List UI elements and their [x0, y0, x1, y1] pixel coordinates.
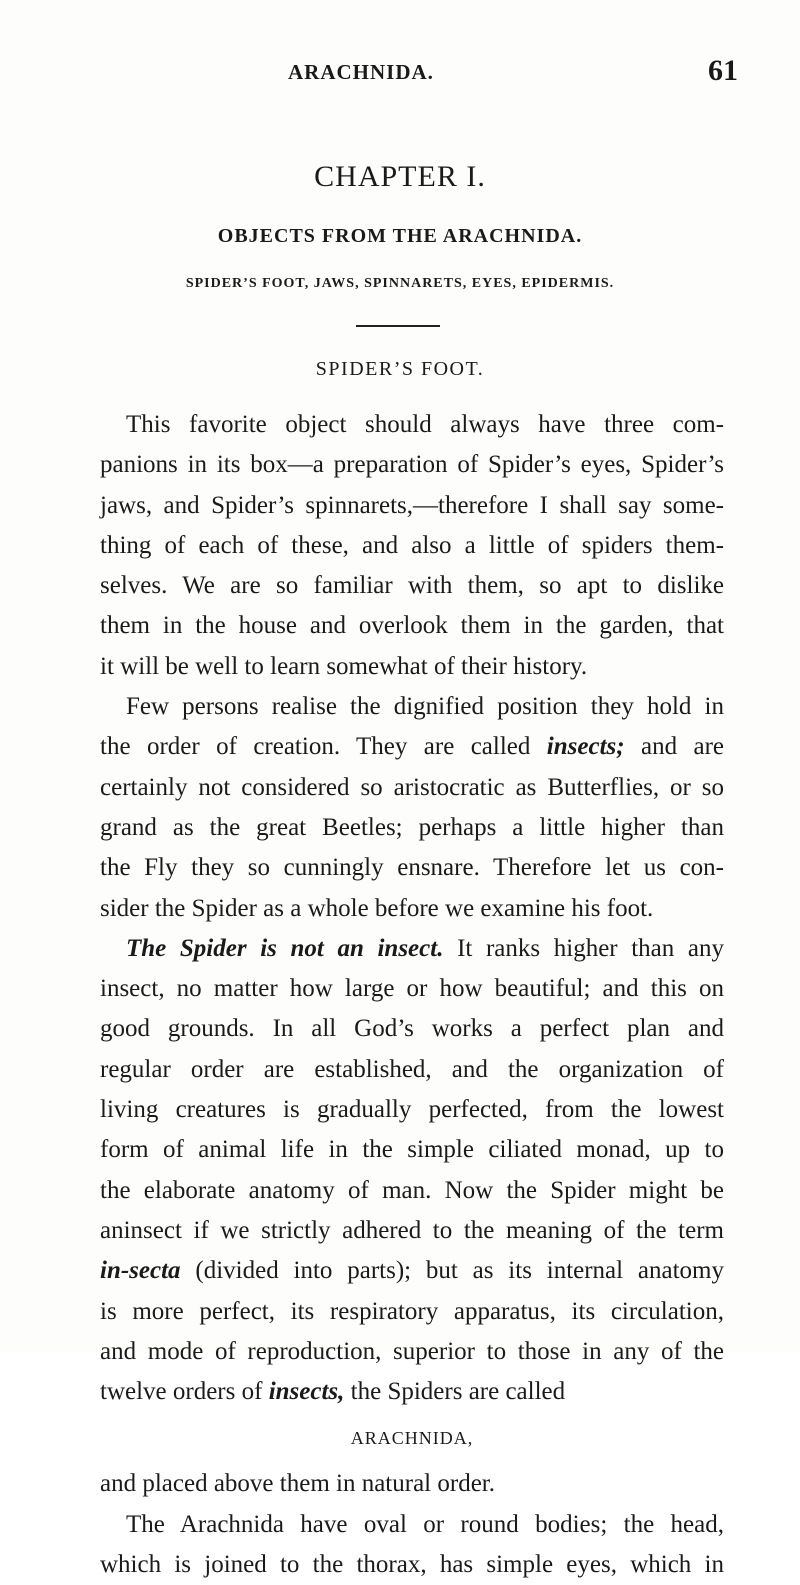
running-head: ARACHNIDA.: [288, 60, 434, 84]
text-line: [100, 1251, 724, 1291]
text-line: aninsect if we strictly adhered to the meaning of the term: [100, 1216, 724, 1244]
text-line: This favorite object should always have three com-: [126, 411, 724, 438]
text-line: [100, 727, 724, 767]
text-run: It ranks higher than any: [457, 934, 724, 962]
text-line: and placed above them in natural order.: [100, 1470, 495, 1498]
chapter-topics: SPIDER’S FOOT, JAWS, SPINNARETS, EYES, EPIDERMIS.: [185, 276, 615, 291]
text-line: which is joined to the thorax, has simple eyes, which in: [100, 1551, 724, 1579]
emphasis: The Spider is not an insect.: [126, 934, 444, 962]
text-line: form of animal life in the simple ciliated monad, up to: [100, 1136, 724, 1164]
text-run: twelve orders of: [100, 1378, 263, 1406]
section-divider: [356, 325, 440, 327]
text-line: selves. We are so familiar with them, so apt to dislike: [100, 572, 724, 600]
emphasis: insects;: [546, 733, 625, 761]
text-line: them in the house and overlook them in the garden, that: [100, 612, 724, 640]
text-line: insect, no matter how large or how beautiful; and this on: [100, 975, 724, 1003]
text-line: [100, 929, 724, 969]
text-line: regular order are established, and the organization of: [100, 1055, 724, 1083]
text-line: the Fly they so cunningly ensnare. Therefore let us con-: [100, 854, 724, 882]
text-line: the elaborate anatomy of man. Now the Spider might be: [100, 1176, 724, 1204]
text-line: living creatures is gradually perfected, from the lowest: [100, 1096, 724, 1124]
section-title: OBJECTS FROM THE ARACHNIDA.: [217, 225, 583, 247]
text-line: Few persons realise the dignified position they hold in: [126, 693, 724, 721]
text-line: is more perfect, its respiratory apparatus, its circulation,: [100, 1297, 724, 1325]
text-line: grand as the great Beetles; perhaps a little higher than: [100, 813, 724, 841]
centered-term: ARACHNIDA,: [350, 1428, 474, 1449]
body-text: [100, 405, 724, 1585]
text-line: it will be well to learn somewhat of their history.: [100, 652, 588, 680]
text-line: sider the Spider as a whole before we examine his foot.: [100, 894, 654, 922]
chapter-title: CHAPTER I.: [314, 160, 486, 193]
text-line: [100, 1372, 724, 1412]
text-line: The Arachnida have oval or round bodies; the head,: [126, 1510, 724, 1538]
text-run: the order of creation. They are called: [100, 733, 531, 761]
text-line: panions in its box—a preparation of Spider’s eyes, Spider’s: [100, 451, 724, 479]
text-run: and are: [640, 733, 724, 761]
page-number: 61: [708, 54, 738, 87]
text-line: good grounds. In all God’s works a perfect plan and: [100, 1015, 724, 1043]
emphasis: insects,: [268, 1378, 345, 1406]
text-line: jaws, and Spider’s spinnarets,—therefore I shall say some-: [100, 491, 724, 519]
text-line: and mode of reproduction, superior to those in any of the: [100, 1337, 724, 1365]
emphasis: in-secta: [100, 1257, 181, 1285]
text-run: the Spiders are called: [350, 1378, 566, 1406]
text-line: certainly not considered so aristocratic as Butterflies, or so: [100, 773, 724, 801]
subheading: SPIDER’S FOOT.: [315, 358, 485, 380]
text-run: (divided into parts); but as its internal anatomy: [195, 1257, 725, 1285]
text-line: thing of each of these, and also a little of spiders them-: [100, 531, 724, 559]
